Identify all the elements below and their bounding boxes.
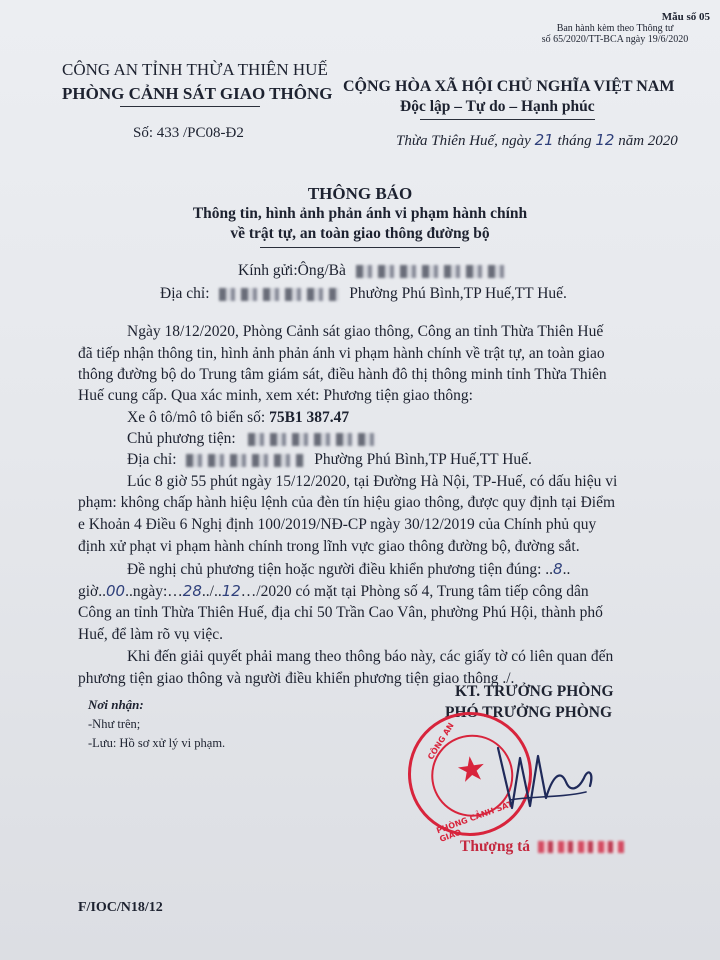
owner-address-label: Địa chỉ: xyxy=(127,451,177,468)
form-mark xyxy=(520,12,710,45)
signer-line xyxy=(460,838,624,856)
p1-line3: thông đường bộ do Trung tâm giám sát, điều hành đô thị thông minh tỉnh Thừa Thiên xyxy=(78,366,607,383)
recipients-title: Nơi nhận: xyxy=(88,697,144,712)
date-prefix: Thừa Thiên Huế, ngày xyxy=(396,133,531,149)
recipients-item2: -Lưu: Hồ sơ xử lý vi phạm. xyxy=(88,736,226,750)
vehicle-label: Xe ô tô/mô tô biển số: xyxy=(127,409,266,426)
footer-code: F/IOC/N18/12 xyxy=(78,900,163,915)
p1-line2: đã tiếp nhận thông tin, hình ảnh phản ánh vi phạm hành chính về trật tự, an toàn giao xyxy=(78,345,605,362)
doc-title: THÔNG BÁO xyxy=(307,184,413,203)
p3-gio: giờ xyxy=(78,583,99,600)
doc-date xyxy=(396,131,678,150)
agency-parent: CÔNG AN TỈNH THỪA THIÊN HUẾ xyxy=(62,60,328,79)
doc-subtitle-2: về trật tự, an toàn giao thông đường bộ xyxy=(230,225,490,242)
form-mark-line2: số 65/2020/TT-BCA ngày 19/6/2020 xyxy=(541,34,689,45)
redacted-address xyxy=(219,288,339,301)
star-icon: ★ xyxy=(453,747,490,792)
recipients-item1: -Như trên; xyxy=(88,717,141,731)
form-mark-title: Mẫu số 05 xyxy=(661,11,710,23)
nation-underline xyxy=(420,119,595,120)
p3-minute: 00 xyxy=(106,582,126,600)
date-month-label: tháng xyxy=(557,133,592,149)
doc-number: Số: 433 /PC08-Đ2 xyxy=(133,125,244,141)
p1-line1: Ngày 18/12/2020, Phòng Cảnh sát giao thông, Công an tỉnh Thừa Thiên Huế xyxy=(127,323,604,340)
vehicle-plate: 75B1 387.47 xyxy=(269,409,350,426)
agency-unit: PHÒNG CẢNH SÁT GIAO THÔNG xyxy=(62,84,333,103)
p3-line3: Công an tỉnh Thừa Thiên Huế, địa chỉ 50 Trần Cao Vân, phường Phú Hội, thành phố xyxy=(78,604,603,621)
p4-line1: Khi đến giải quyết phải mang theo thông báo này, các giấy tờ có liên quan đến xyxy=(127,648,614,665)
p2-line2: phạm: không chấp hành hiệu lệnh của đèn tín hiệu giao thông, được quy định tại Điểm xyxy=(78,494,616,511)
p4-line2: phương tiện giao thông và người điều khiển phương tiện giao thông ./. xyxy=(78,670,515,687)
nation-motto: Độc lập – Tự do – Hạnh phúc xyxy=(400,98,595,115)
recipient-address-tail: Phường Phú Bình,TP Huế,TT Huế. xyxy=(349,285,567,302)
handwritten-signature xyxy=(490,738,600,818)
date-month: 12 xyxy=(595,131,615,149)
signature-role2: PHÓ TRƯỞNG PHÒNG xyxy=(445,704,613,721)
vehicle-line xyxy=(127,409,349,427)
stamp-text-bottom: PHÒNG CẢNH SÁT GIAO xyxy=(435,799,514,844)
redacted-signer-name xyxy=(538,841,624,853)
p3-ngay: ngày: xyxy=(132,583,168,600)
p3-text1: Đề nghị chủ phương tiện hoặc người điều khiển phương tiện đúng: xyxy=(127,561,542,578)
owner-line xyxy=(127,430,378,448)
owner-address-line xyxy=(127,451,532,469)
p3-hour: 8 xyxy=(553,560,563,578)
redacted-name xyxy=(356,265,506,278)
signature-role1: KT. TRƯỞNG PHÒNG xyxy=(455,683,614,700)
owner-address-tail: Phường Phú Bình,TP Huế,TT Huế. xyxy=(314,451,532,468)
signer-rank: Thượng tá xyxy=(460,838,530,855)
owner-label: Chủ phương tiện: xyxy=(127,430,236,447)
date-day: 21 xyxy=(534,131,554,149)
recipient-address-line xyxy=(160,285,567,303)
p3-line2: giờ..00..ngày:…28../..12…/2020 có mặt tại Phòng số 4, Trung tâm tiếp công dân xyxy=(78,582,589,600)
p3-line1: Đề nghị chủ phương tiện hoặc người điều khiển phương tiện đúng: ..8.. xyxy=(127,560,571,578)
p3-line4: Huế, để làm rõ vụ việc. xyxy=(78,626,224,643)
doc-subtitle-1: Thông tin, hình ảnh phản ánh vi phạm hành chính xyxy=(192,205,528,222)
stamp-text-top: CÔNG AN xyxy=(426,721,456,762)
recipient-address-label: Địa chỉ: xyxy=(160,285,210,302)
recipient-label: Kính gửi:Ông/Bà xyxy=(238,262,346,279)
date-year: năm 2020 xyxy=(618,133,678,149)
p1-line4: Huế cung cấp. Qua xác minh, xem xét: Phương tiện giao thông: xyxy=(78,387,473,404)
p3-day: 28 xyxy=(182,582,202,600)
agency-underline xyxy=(120,106,260,107)
title-underline xyxy=(260,247,460,248)
recipient-line xyxy=(238,262,506,280)
p2-line4: định xử phạt vi phạm hành chính trong lĩnh vực giao thông đường bộ, đường sắt. xyxy=(78,538,580,555)
redacted-owner xyxy=(248,433,378,446)
p3-text2: /2020 có mặt tại Phòng số 4, Trung tâm tiếp công dân xyxy=(256,583,589,600)
redacted-owner-address xyxy=(186,454,304,467)
nation-title: CỘNG HÒA XÃ HỘI CHỦ NGHĨA VIỆT NAM xyxy=(343,78,675,95)
form-mark-line1: Ban hành kèm theo Thông tư xyxy=(556,23,674,34)
p3-month: 12 xyxy=(221,582,241,600)
p2-line1: Lúc 8 giờ 55 phút ngày 15/12/2020, tại Đường Hà Nội, TP-Huế, có dấu hiệu vi xyxy=(127,473,618,490)
p2-line3: e Khoản 4 Điều 6 Nghị định 100/2019/NĐ-CP ngày 30/12/2019 của Chính phủ quy xyxy=(78,516,597,533)
